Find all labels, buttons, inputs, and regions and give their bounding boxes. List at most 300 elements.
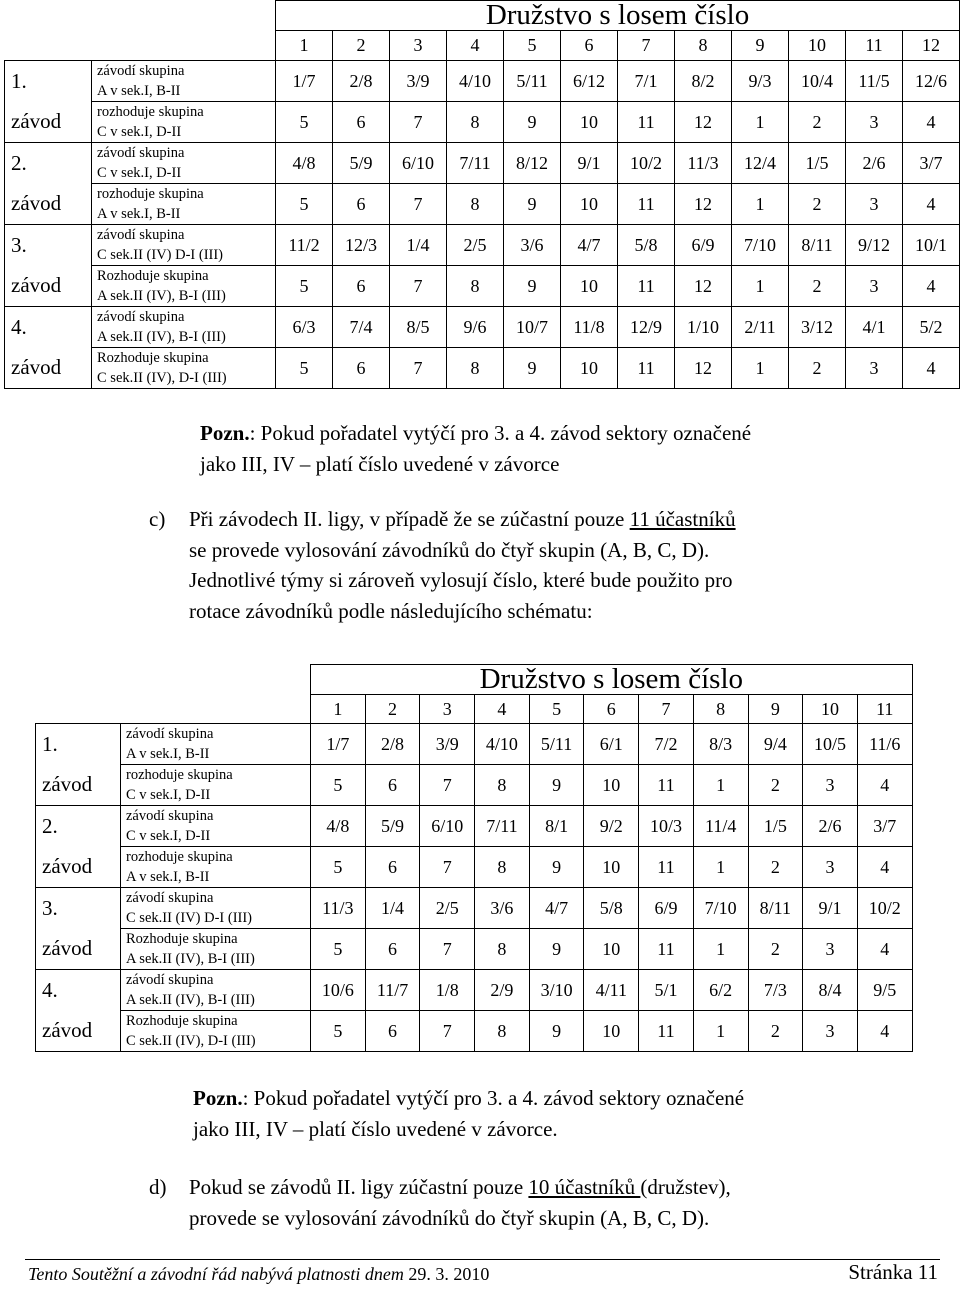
team-number-header: 10	[789, 31, 846, 61]
group-assignment	[92, 307, 276, 348]
rotation-cell: 4/1	[846, 307, 903, 348]
team-number-header: 1	[311, 695, 366, 724]
rotation-cell: 10/1	[903, 225, 960, 266]
rotation-cell: 6/10	[420, 806, 475, 847]
rotation-cell: 10	[561, 348, 618, 389]
rotation-cell: 6/3	[276, 307, 333, 348]
race-label	[5, 307, 92, 389]
rotation-cell: 11	[639, 1011, 694, 1052]
rotation-cell: 8/11	[789, 225, 846, 266]
rotation-cell: 5	[311, 847, 366, 888]
group-assignment	[121, 724, 311, 765]
rotation-cell: 6	[333, 184, 390, 225]
rotation-cell: 3/9	[420, 724, 475, 765]
rotation-cell: 8	[447, 184, 504, 225]
group-assignment	[92, 143, 276, 184]
team-number-header: 4	[447, 31, 504, 61]
rotation-cell: 3/12	[789, 307, 846, 348]
team-number-header: 7	[618, 31, 675, 61]
rotation-cell: 3	[803, 847, 858, 888]
rotation-cell: 9	[504, 348, 561, 389]
group-sector: A v sek.I, B-II	[126, 746, 210, 762]
paragraph-c-marker: c)	[149, 507, 166, 531]
rotation-cell: 10	[584, 929, 639, 970]
group-assignment	[121, 929, 311, 970]
table-row	[36, 765, 913, 806]
team-number-header: 5	[504, 31, 561, 61]
rotation-cell: 8/2	[675, 61, 732, 102]
group-assignment	[92, 102, 276, 143]
rotation-cell: 3/10	[529, 970, 584, 1011]
rotation-cell: 11/8	[561, 307, 618, 348]
rotation-cell: 4	[857, 1011, 912, 1052]
rotation-cell: 10	[584, 847, 639, 888]
rotation-cell: 2/9	[475, 970, 530, 1011]
team-number-header: 4	[475, 695, 530, 724]
group-role: rozhoduje skupina	[97, 186, 204, 202]
rotation-cell: 5/8	[618, 225, 675, 266]
note-1: Pozn.: Pokud pořadatel vytýčí pro 3. a 4. závod sektory označené jako III, IV – platí číslo uvedené v závorce	[200, 421, 752, 476]
rotation-cell: 8	[475, 1011, 530, 1052]
team-number-header: 6	[584, 695, 639, 724]
rotation-cell: 2/8	[333, 61, 390, 102]
table-row	[36, 929, 913, 970]
group-role: závodí skupina	[97, 63, 185, 79]
rotation-cell: 3	[803, 765, 858, 806]
rotation-cell: 1/4	[365, 888, 420, 929]
rotation-cell: 5	[276, 102, 333, 143]
rotation-cell: 6/9	[639, 888, 694, 929]
rotation-cell: 8/3	[693, 724, 748, 765]
race-number: 2.	[42, 814, 58, 838]
rotation-cell: 4	[857, 847, 912, 888]
group-assignment	[92, 225, 276, 266]
rotation-cell: 7/10	[693, 888, 748, 929]
group-sector: A v sek.I, B-II	[126, 869, 210, 885]
rotation-cell: 6	[333, 102, 390, 143]
rotation-cell: 12	[675, 184, 732, 225]
rotation-cell: 11/2	[276, 225, 333, 266]
group-assignment	[92, 61, 276, 102]
rotation-cell: 6/2	[693, 970, 748, 1011]
rotation-cell: 3/7	[903, 143, 960, 184]
race-label	[36, 970, 121, 1052]
rotation-cell: 9/1	[561, 143, 618, 184]
group-role: závodí skupina	[97, 145, 185, 161]
rotation-cell: 8	[447, 102, 504, 143]
rotation-cell: 5/9	[333, 143, 390, 184]
rotation-cell: 2/8	[365, 724, 420, 765]
table-row	[36, 847, 913, 888]
rotation-cell: 4	[903, 348, 960, 389]
rotation-cell: 1/10	[675, 307, 732, 348]
group-sector: C sek.II (IV), D-I (III)	[97, 370, 227, 386]
group-sector: A sek.II (IV), B-I (III)	[97, 288, 226, 304]
rotation-cell: 10/4	[789, 61, 846, 102]
group-assignment	[121, 1011, 311, 1052]
rotation-cell: 11	[639, 929, 694, 970]
group-role: závodí skupina	[97, 227, 185, 243]
race-word: závod	[11, 191, 62, 215]
table-row	[36, 724, 913, 765]
race-number: 1.	[42, 732, 58, 756]
rotation-cell: 5/11	[529, 724, 584, 765]
rotation-cell: 10/3	[639, 806, 694, 847]
table-row	[5, 184, 960, 225]
rotation-cell: 10/7	[504, 307, 561, 348]
team-number-header: 11	[857, 695, 912, 724]
team-number-header: 11	[846, 31, 903, 61]
team-number-header: 10	[803, 695, 858, 724]
rotation-cell: 5	[311, 765, 366, 806]
rotation-cell: 9/5	[857, 970, 912, 1011]
rotation-cell: 1	[732, 184, 789, 225]
rotation-cell: 8	[475, 847, 530, 888]
rotation-cell: 1	[693, 929, 748, 970]
paragraph-c: c) Při závodech II. ligy, v případě že se zúčastní pouze 11 účastníků se provede vylosování závodníků do čtyř skupin (A, B, C, D). Jednotlivé týmy si zároveň vylosují číslo, které bude použito pro rotace závodníků podle následujícího schématu:	[149, 504, 736, 626]
race-word: závod	[11, 109, 62, 133]
rotation-cell: 12	[675, 348, 732, 389]
table-row	[36, 970, 913, 1011]
race-word: závod	[42, 854, 93, 878]
page-number: Stránka 11	[848, 1260, 938, 1284]
rotation-cell: 9/1	[803, 888, 858, 929]
rotation-cell: 10/2	[857, 888, 912, 929]
rotation-cell: 3	[846, 184, 903, 225]
rotation-cell: 8	[475, 929, 530, 970]
rotation-cell: 3	[846, 266, 903, 307]
lottery-table-11	[35, 664, 913, 1052]
corner-blank	[5, 1, 276, 61]
rotation-cell: 9/2	[584, 806, 639, 847]
group-sector: C sek.II (IV), D-I (III)	[126, 1033, 256, 1049]
race-word: závod	[42, 936, 93, 960]
team-number-header: 12	[903, 31, 960, 61]
team-number-header: 6	[561, 31, 618, 61]
rotation-cell: 2/6	[803, 806, 858, 847]
rotation-cell: 5/2	[903, 307, 960, 348]
rotation-cell: 8	[447, 348, 504, 389]
rotation-cell: 10/2	[618, 143, 675, 184]
table-heading: Družstvo s losem číslo	[311, 665, 913, 695]
team-number-header: 8	[693, 695, 748, 724]
rotation-cell: 5/1	[639, 970, 694, 1011]
race-number: 4.	[42, 978, 58, 1002]
rotation-cell: 6	[365, 929, 420, 970]
rotation-cell: 8/11	[748, 888, 803, 929]
paragraph-d: d) Pokud se závodů II. ligy zúčastní pouze 10 účastníků (družstev), provede se vylosování závodníků do čtyř skupin (A, B, C, D).	[149, 1172, 731, 1233]
rotation-cell: 7/11	[447, 143, 504, 184]
group-sector: A sek.II (IV), B-I (III)	[126, 951, 255, 967]
group-assignment	[121, 765, 311, 806]
rotation-cell: 9/12	[846, 225, 903, 266]
rotation-cell: 7/10	[732, 225, 789, 266]
table-row	[36, 888, 913, 929]
rotation-cell: 5	[311, 1011, 366, 1052]
group-sector: A v sek.I, B-II	[97, 83, 181, 99]
rotation-cell: 9/6	[447, 307, 504, 348]
rotation-cell: 1	[732, 266, 789, 307]
group-sector: A v sek.I, B-II	[97, 206, 181, 222]
rotation-cell: 3/6	[504, 225, 561, 266]
team-number-header: 1	[276, 31, 333, 61]
group-sector: A sek.II (IV), B-I (III)	[126, 992, 255, 1008]
team-number-header: 3	[420, 695, 475, 724]
rotation-cell: 2	[748, 929, 803, 970]
rotation-cell: 11	[639, 765, 694, 806]
rotation-cell: 6	[365, 765, 420, 806]
rotation-cell: 7	[390, 348, 447, 389]
rotation-cell: 11	[639, 847, 694, 888]
group-assignment	[92, 184, 276, 225]
lottery-table-12	[4, 0, 960, 389]
rotation-cell: 6	[365, 847, 420, 888]
group-sector: C sek.II (IV) D-I (III)	[97, 247, 224, 263]
group-assignment	[121, 888, 311, 929]
rotation-cell: 2	[748, 1011, 803, 1052]
rotation-cell: 7/2	[639, 724, 694, 765]
group-role: Rozhoduje skupina	[126, 1013, 238, 1029]
race-number: 3.	[42, 896, 58, 920]
group-role: závodí skupina	[126, 726, 214, 742]
rotation-cell: 2	[748, 847, 803, 888]
race-label	[36, 724, 121, 806]
rotation-cell: 7	[420, 929, 475, 970]
rotation-cell: 9	[504, 184, 561, 225]
group-role: závodí skupina	[126, 890, 214, 906]
rotation-cell: 1/8	[420, 970, 475, 1011]
rotation-cell: 4/10	[475, 724, 530, 765]
table-row	[5, 348, 960, 389]
rotation-cell: 2	[789, 102, 846, 143]
team-number-header: 7	[639, 695, 694, 724]
note-2: Pozn.: Pokud pořadatel vytýčí pro 3. a 4. závod sektory označené jako III, IV – platí číslo uvedené v závorce.	[193, 1086, 745, 1141]
rotation-cell: 9/3	[732, 61, 789, 102]
rotation-cell: 1	[693, 765, 748, 806]
rotation-cell: 10	[584, 1011, 639, 1052]
rotation-cell: 4	[903, 266, 960, 307]
race-word: závod	[11, 355, 62, 379]
table-row	[5, 102, 960, 143]
race-word: závod	[42, 1018, 93, 1042]
rotation-cell: 8/5	[390, 307, 447, 348]
rotation-cell: 5	[276, 184, 333, 225]
rotation-cell: 2	[748, 765, 803, 806]
race-number: 3.	[11, 233, 27, 257]
rotation-cell: 2/11	[732, 307, 789, 348]
group-role: závodí skupina	[126, 808, 214, 824]
rotation-cell: 12	[675, 266, 732, 307]
rotation-cell: 9	[529, 847, 584, 888]
rotation-cell: 10/6	[311, 970, 366, 1011]
rotation-cell: 2/5	[420, 888, 475, 929]
group-role: Rozhoduje skupina	[97, 268, 209, 284]
rotation-cell: 8/4	[803, 970, 858, 1011]
team-number-header: 8	[675, 31, 732, 61]
group-role: rozhoduje skupina	[126, 767, 233, 783]
rotation-cell: 5/9	[365, 806, 420, 847]
rotation-cell: 9	[504, 102, 561, 143]
paragraph-d-marker: d)	[149, 1175, 167, 1199]
rotation-cell: 9	[529, 765, 584, 806]
rotation-cell: 11/4	[693, 806, 748, 847]
rotation-cell: 11/7	[365, 970, 420, 1011]
rotation-cell: 4/8	[276, 143, 333, 184]
team-number-header: 2	[365, 695, 420, 724]
rotation-cell: 10	[561, 184, 618, 225]
rotation-cell: 4/7	[561, 225, 618, 266]
group-role: rozhoduje skupina	[126, 849, 233, 865]
rotation-cell: 1/4	[390, 225, 447, 266]
rotation-cell: 7/4	[333, 307, 390, 348]
rotation-cell: 6	[333, 348, 390, 389]
rotation-cell: 6/10	[390, 143, 447, 184]
rotation-cell: 5/11	[504, 61, 561, 102]
race-label	[5, 61, 92, 143]
rotation-cell: 4/11	[584, 970, 639, 1011]
race-label	[5, 225, 92, 307]
group-assignment	[121, 970, 311, 1011]
team-number-header: 3	[390, 31, 447, 61]
rotation-cell: 4	[903, 102, 960, 143]
rotation-cell: 7	[420, 847, 475, 888]
group-role: Rozhoduje skupina	[126, 931, 238, 947]
group-role: rozhoduje skupina	[97, 104, 204, 120]
table-heading: Družstvo s losem číslo	[276, 1, 960, 31]
race-word: závod	[11, 273, 62, 297]
table-row	[36, 1011, 913, 1052]
rotation-cell: 11/3	[311, 888, 366, 929]
table-row	[5, 225, 960, 266]
rotation-cell: 4/8	[311, 806, 366, 847]
rotation-cell: 12/9	[618, 307, 675, 348]
rotation-cell: 1	[732, 348, 789, 389]
rotation-cell: 3/7	[857, 806, 912, 847]
race-label	[36, 888, 121, 970]
footer-validity-text: Tento Soutěžní a závodní řád nabývá platnosti dnem 29. 3. 2010	[28, 1264, 490, 1284]
rotation-cell: 7	[390, 102, 447, 143]
rotation-cell: 7	[390, 184, 447, 225]
rotation-cell: 7	[390, 266, 447, 307]
group-sector: C v sek.I, D-II	[126, 787, 211, 803]
rotation-cell: 4/10	[447, 61, 504, 102]
rotation-cell: 1/5	[748, 806, 803, 847]
race-label	[5, 143, 92, 225]
race-number: 1.	[11, 69, 27, 93]
rotation-cell: 7/11	[475, 806, 530, 847]
rotation-cell: 2/5	[447, 225, 504, 266]
group-sector: C v sek.I, D-II	[126, 828, 211, 844]
rotation-cell: 11	[618, 348, 675, 389]
group-role: závodí skupina	[97, 309, 185, 325]
rotation-cell: 1/5	[789, 143, 846, 184]
rotation-cell: 10/5	[803, 724, 858, 765]
rotation-cell: 12/3	[333, 225, 390, 266]
rotation-cell: 11	[618, 266, 675, 307]
rotation-cell: 6	[365, 1011, 420, 1052]
table-row	[5, 61, 960, 102]
group-sector: C v sek.I, D-II	[97, 165, 182, 181]
rotation-cell: 5	[276, 348, 333, 389]
group-sector: C sek.II (IV) D-I (III)	[126, 910, 253, 926]
group-sector: A sek.II (IV), B-I (III)	[97, 329, 226, 345]
rotation-cell: 6/1	[584, 724, 639, 765]
rotation-cell: 2/6	[846, 143, 903, 184]
team-number-header: 9	[732, 31, 789, 61]
rotation-cell: 9	[529, 929, 584, 970]
rotation-cell: 2	[789, 184, 846, 225]
rotation-cell: 12	[675, 102, 732, 143]
race-number: 2.	[11, 151, 27, 175]
rotation-cell: 5	[276, 266, 333, 307]
group-assignment	[92, 266, 276, 307]
rotation-cell: 7/3	[748, 970, 803, 1011]
rotation-cell: 11/5	[846, 61, 903, 102]
rotation-cell: 1/7	[311, 724, 366, 765]
race-number: 4.	[11, 315, 27, 339]
rotation-cell: 12/4	[732, 143, 789, 184]
team-number-header: 9	[748, 695, 803, 724]
rotation-cell: 8/1	[529, 806, 584, 847]
rotation-cell: 4	[857, 765, 912, 806]
table-row	[5, 143, 960, 184]
rotation-cell: 10	[584, 765, 639, 806]
rotation-cell: 7	[420, 1011, 475, 1052]
rotation-cell: 11/3	[675, 143, 732, 184]
rotation-cell: 11	[618, 102, 675, 143]
rotation-cell: 9	[504, 266, 561, 307]
rotation-cell: 5/8	[584, 888, 639, 929]
group-sector: C v sek.I, D-II	[97, 124, 182, 140]
table-row	[5, 307, 960, 348]
group-assignment	[92, 348, 276, 389]
group-assignment	[121, 806, 311, 847]
rotation-cell: 10	[561, 102, 618, 143]
group-role: Rozhoduje skupina	[97, 350, 209, 366]
team-number-header: 2	[333, 31, 390, 61]
rotation-cell: 4	[857, 929, 912, 970]
corner-blank	[36, 665, 311, 724]
race-word: závod	[42, 772, 93, 796]
rotation-cell: 3	[803, 929, 858, 970]
rotation-cell: 9	[529, 1011, 584, 1052]
rotation-cell: 3	[803, 1011, 858, 1052]
rotation-cell: 12/6	[903, 61, 960, 102]
rotation-cell: 5	[311, 929, 366, 970]
rotation-cell: 8	[447, 266, 504, 307]
rotation-cell: 10	[561, 266, 618, 307]
rotation-cell: 2	[789, 348, 846, 389]
rotation-cell: 4/7	[529, 888, 584, 929]
rotation-cell: 11/6	[857, 724, 912, 765]
rotation-cell: 3/6	[475, 888, 530, 929]
table-row	[5, 266, 960, 307]
rotation-cell: 3	[846, 102, 903, 143]
rotation-cell: 3/9	[390, 61, 447, 102]
rotation-cell: 1	[693, 1011, 748, 1052]
rotation-cell: 7	[420, 765, 475, 806]
table-row	[36, 806, 913, 847]
footer-divider	[25, 1259, 940, 1260]
rotation-cell: 2	[789, 266, 846, 307]
rotation-cell: 6/12	[561, 61, 618, 102]
group-role: závodí skupina	[126, 972, 214, 988]
rotation-cell: 8	[475, 765, 530, 806]
rotation-cell: 3	[846, 348, 903, 389]
rotation-cell: 11	[618, 184, 675, 225]
rotation-cell: 6	[333, 266, 390, 307]
rotation-cell: 4	[903, 184, 960, 225]
